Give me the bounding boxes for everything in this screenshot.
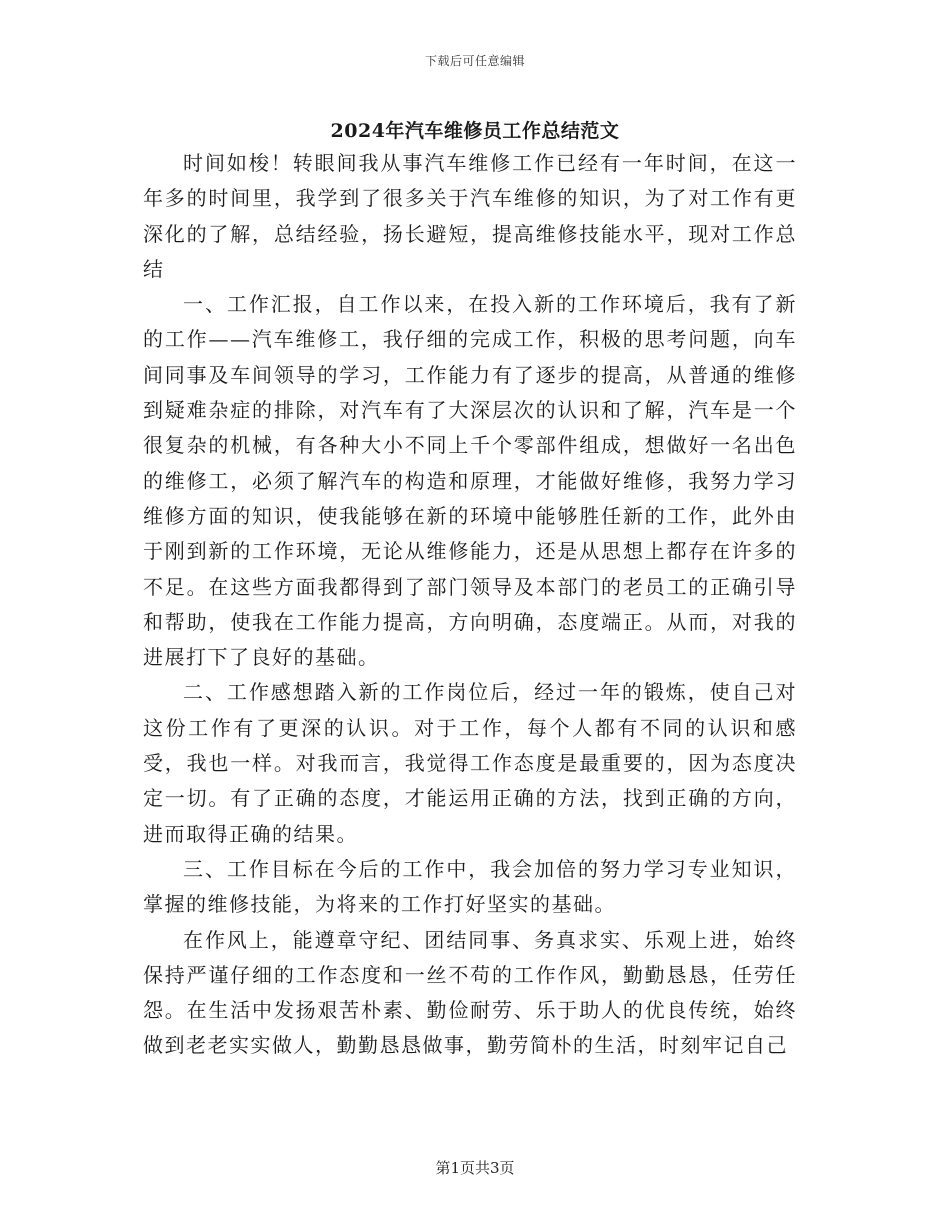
document-title: 2024年汽车维修员工作总结范文 [330,120,620,142]
paragraph-intro: 时间如梭！转眼间我从事汽车维修工作已经有一年时间，在这一年多的时间里，我学到了很多关于汽车维修的知识，为了对工作有更深化的了解，总结经验，扬长避短，提高维修技能水平，现对工作总结 [143,151,797,281]
paragraph-work-report: 一、工作汇报，自工作以来，在投入新的工作环境后，我有了新的工作——汽车维修工，我仔细的完成工作，积极的思考问题，向车间同事及车间领导的学习，工作能力有了逐步的提高，从普通的维修到疑难杂症的排除，对汽车有了大深层次的认识和了解，汽车是一个很复杂的机械，有各种大小不同上千个零部件组成，想做好一名出色的维修工，必须了解汽车的构造和原理，才能做好维修，我努力学习维修方面的知识，使我能够在新的环境中能够胜任新的工作，此外由于刚到新的工作环境，无论从维修能力，还是从思想上都存在许多的不足。在这些方面我都得到了部门领导及本部门的老员工的正确引导和帮助，使我在工作能力提高，方向明确，态度端正。从而，对我的进展打下了良好的基础。 [143,292,797,670]
paragraph-work-reflection: 二、工作感想踏入新的工作岗位后，经过一年的锻炼，使自己对这份工作有了更深的认识。对于工作，每个人都有不同的认识和感受，我也一样。对我而言，我觉得工作态度是最重要的，因为态度决定一切。有了正确的态度，才能运用正确的方法，找到正确的方向，进而取得正确的结果。 [143,680,797,846]
paragraph-work-goal: 三、工作目标在今后的工作中，我会加倍的努力学习专业知识，掌握的维修技能，为将来的工作打好坚实的基础。 [143,856,797,917]
paragraph-work-style: 在作风上，能遵章守纪、团结同事、务真求实、乐观上进，始终保持严谨仔细的工作态度和一丝不苟的工作作风，勤勤恳恳，任劳任怨。在生活中发扬艰苦朴素、勤俭耐劳、乐于助人的优良传统，始终做到老老实实做人，勤勤恳恳做事，勤劳简朴的生活，时刻牢记自己 [143,927,797,1058]
header-note: 下载后可任意编辑 [424,54,525,68]
document-body [143,146,797,1064]
page-footer: 第1页共3页 [435,1159,515,1177]
